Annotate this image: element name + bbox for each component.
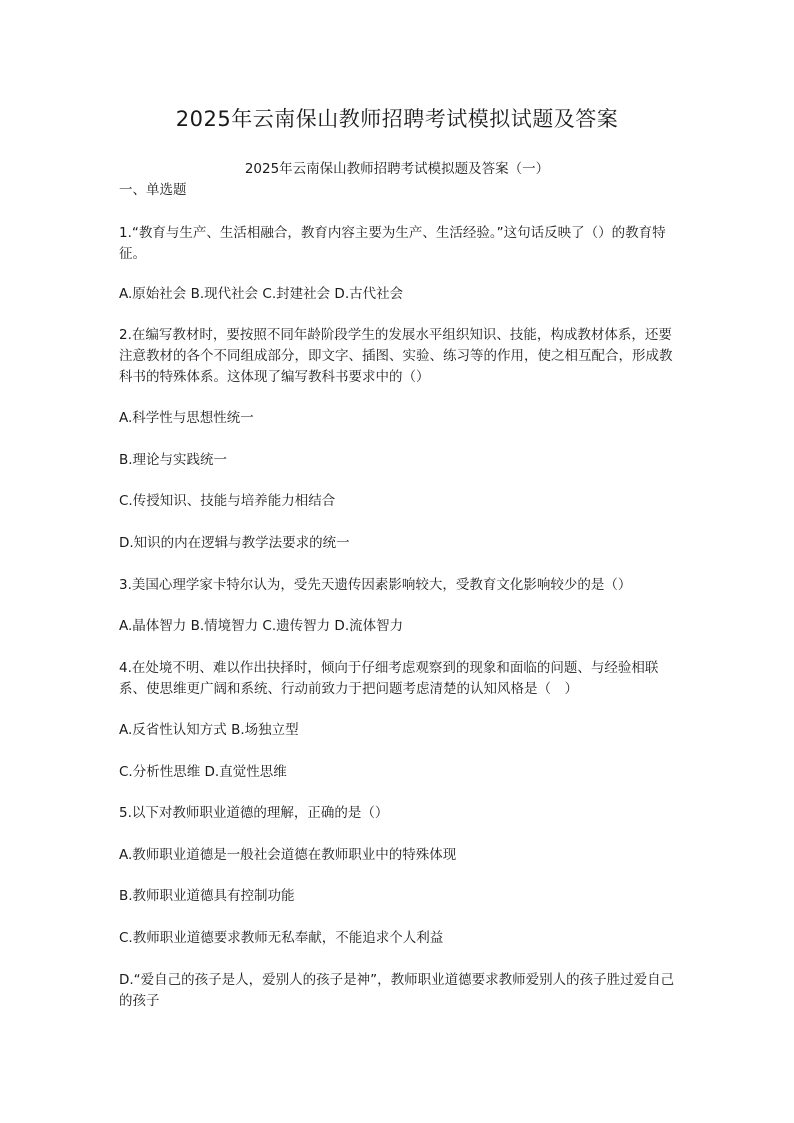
document-subtitle: 2025年云南保山教师招聘考试模拟题及答案（一） (244, 161, 550, 177)
question-5-option-a: A.教师职业道德是一般社会道德在教师职业中的特殊体现 (119, 847, 457, 863)
question-2: 2.在编写教材时，要按照不同年龄阶段学生的发展水平组织知识、技能，构成教材体系，还要注意教材的各个不同组成部分，即文字、插图、实验、练习等的作用，使之相互配合，形成教科书的特殊体系。这体现了编写教科书要求中的（） (119, 327, 673, 385)
question-3-options: A.晶体智力 B.情境智力 C.遗传智力 D.流体智力 (119, 618, 404, 634)
question-5: 5.以下对教师职业道德的理解，正确的是（） (119, 805, 389, 821)
question-3: 3.美国心理学家卡特尔认为，受先天遗传因素影响较大，受教育文化影响较少的是（） (119, 577, 632, 593)
question-4-options-row-1: A.反省性认知方式 B.场独立型 (119, 722, 299, 738)
question-5-option-b: B.教师职业道德具有控制功能 (119, 888, 295, 904)
question-5-option-d: D.“爱自己的孩子是人，爱别人的孩子是神”，教师职业道德要求教师爱别人的孩子胜过爱自己的孩子 (119, 972, 675, 1009)
section-heading: 一、单选题 (119, 182, 187, 198)
question-2-option-a: A.科学性与思想性统一 (119, 410, 254, 426)
question-4: 4.在处境不明、难以作出抉择时，倾向于仔细考虑观察到的现象和面临的问题、与经验相联系、使思维更广阔和系统、行动前致力于把问题考虑清楚的认知风格是（ ） (119, 660, 659, 697)
question-4-options-row-2: C.分析性思维 D.直觉性思维 (119, 764, 287, 780)
document-title: 2025年云南保山教师招聘考试模拟试题及答案 (175, 107, 619, 131)
question-5-option-c: C.教师职业道德要求教师无私奉献，不能追求个人利益 (119, 930, 444, 946)
question-2-option-b: B.理论与实践统一 (119, 452, 228, 468)
question-2-option-c: C.传授知识、技能与培养能力相结合 (119, 493, 336, 509)
question-1-options: A.原始社会 B.现代社会 C.封建社会 D.古代社会 (119, 286, 404, 302)
question-1: 1.“教育与生产、生活相融合，教育内容主要为生产、生活经验。”这句话反映了（）的教育特征。 (119, 225, 666, 262)
question-2-option-d: D.知识的内在逻辑与教学法要求的统一 (119, 535, 350, 551)
